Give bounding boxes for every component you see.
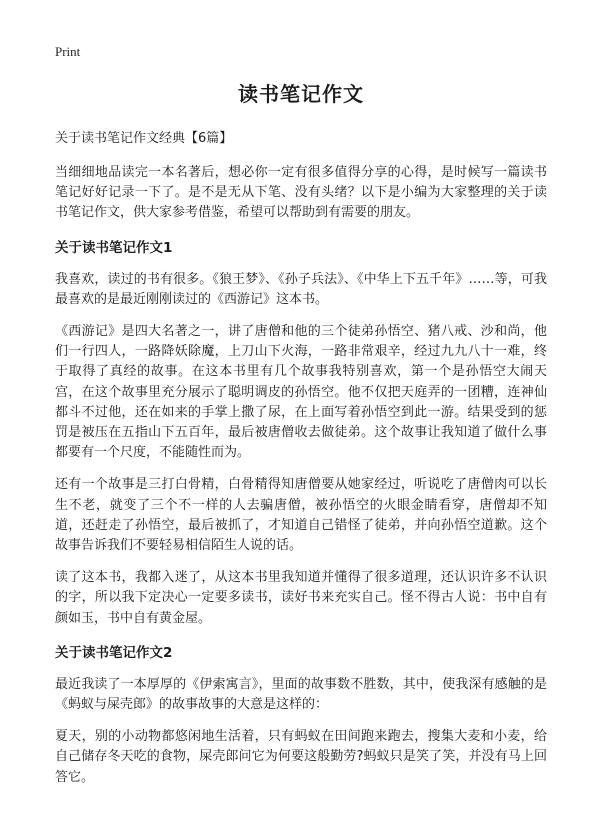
- document-page: [55, 78, 547, 800]
- section-heading-2: 关于读书笔记作文2: [55, 644, 173, 661]
- section-1-paragraph-2: 《西游记》是四大名著之一，讲了唐僧和他的三个徒弟孙悟空、猪八戒、沙和尚，他们一行四人，一路降妖除魔，上刀山下火海，一路非常艰辛，经过九九八十一难，终于取得了真经的故事。在这本书里有几个故事我特别喜欢，第一个是孙悟空大闹天宫，在这个故事里充分展示了聪明调皮的孙悟空。他不仅把天庭弄的一团糟，连神仙都斗不过他，还在如来的手掌上撒了尿，在上面写着孙悟空到此一游。结果受到的惩罚是被压在五指山下五百年，最后被唐僧收去做徒弟。这个故事让我知道了做什么事都要有一个尺度，不能随性而为。: [55, 324, 547, 461]
- section-1-paragraph-3: 还有一个故事是三打白骨精，白骨精得知唐僧要从她家经过，听说吃了唐僧肉可以长生不老，就变了三个不一样的人去骗唐僧，被孙悟空的火眼金睛看穿，唐僧却不知道，还赶走了孙悟空，最后被抓了，才知道自己错怪了徒弟，并向孙悟空道歉。这个故事告诉我们不要轻易相信陌生人说的话。: [55, 477, 547, 554]
- section-1-paragraph-4: 读了这本书，我都入迷了，从这本书里我知道并懂得了很多道理，还认识许多不认识的字，所以我下定决心一定要多读书，读好书来充实自己。怪不得古人说：书中自有颜如玉，书中自有黄金屋。: [55, 570, 547, 626]
- intro-paragraph: 当细细地品读完一本名著后，想必你一定有很多值得分享的心得，是时候写一篇读书笔记好好记录一下了。是不是无从下笔、没有头绪？以下是小编为大家整理的关于读书笔记作文，供大家参考借鉴，希望可以帮助到有需要的朋友。: [55, 165, 547, 221]
- section-heading-1: 关于读书笔记作文1: [55, 239, 173, 256]
- print-link[interactable]: Print: [55, 44, 81, 59]
- section-1-paragraph-1: 我喜欢，读过的书有很多。《狼王梦》、《孙子兵法》、《中华上下五千年》……等，可我最喜欢的是最近刚刚读过的《西游记》这本书。: [55, 271, 547, 307]
- section-2-paragraph-1: 最近我读了一本厚厚的《伊索寓言》，里面的故事数不胜数，其中，使我深有感触的是《蚂蚁与屎壳郎》的故事故事的大意是这样的：: [55, 676, 547, 713]
- document-subtitle: 关于读书笔记作文经典【6篇】: [55, 131, 233, 146]
- section-2-paragraph-2: 夏天，别的小动物都悠闲地生活着，只有蚂蚁在田间跑来跑去，搜集大麦和小麦，给自己储存冬天吃的食物，屎壳郎问它为何要这般勤劳?蚂蚁只是笑了笑，并没有马上回答它。: [55, 729, 547, 785]
- page-title: 读书笔记作文: [238, 82, 364, 106]
